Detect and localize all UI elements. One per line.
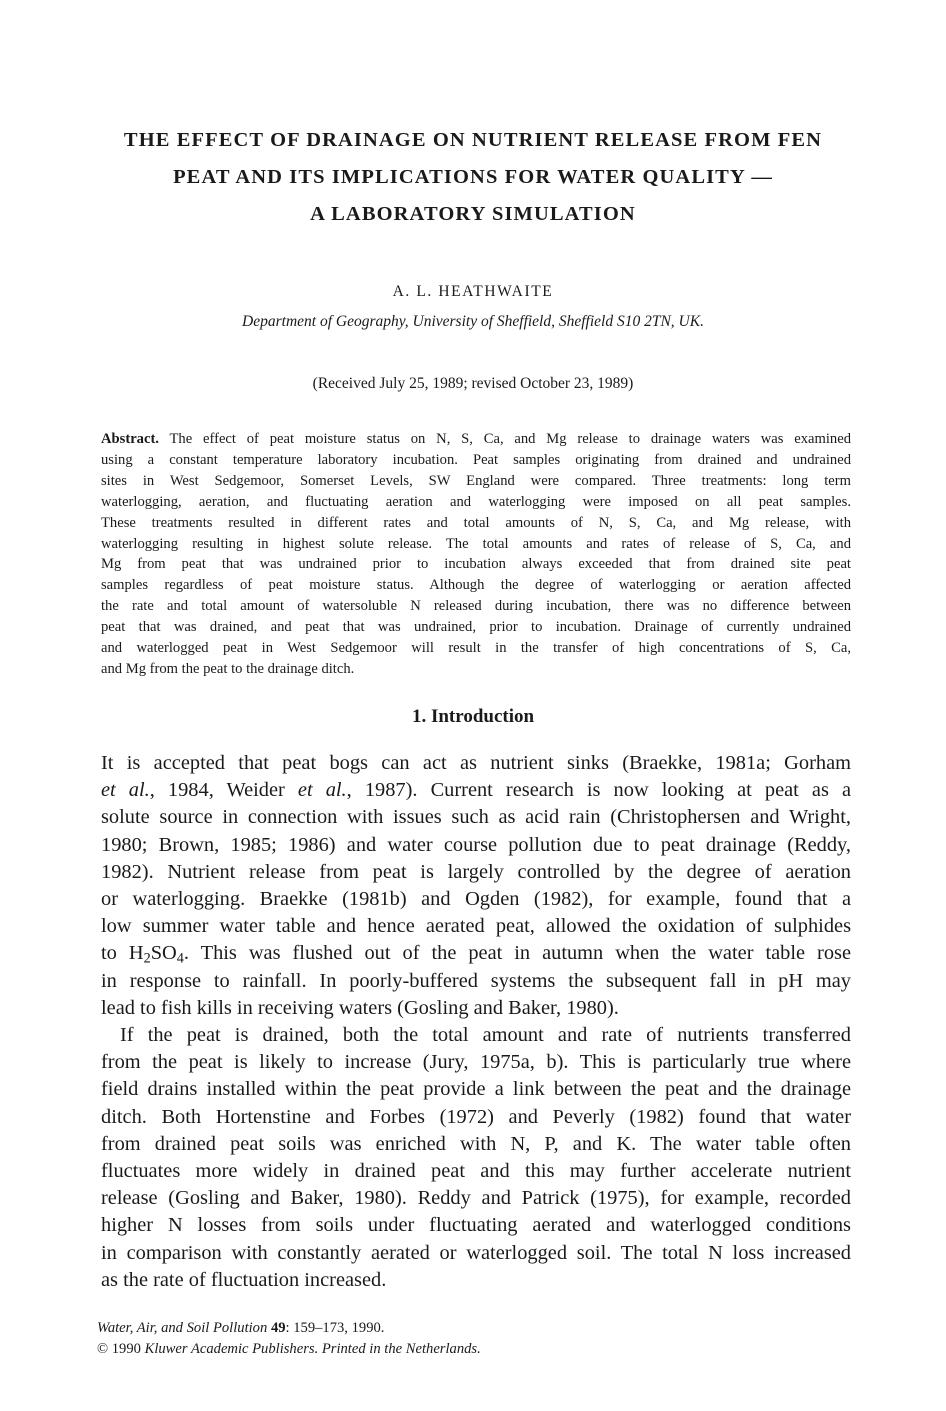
- body-line: lead to fish kills in receiving waters (Gosling and Baker, 1980).: [101, 996, 619, 1019]
- abstract-line: samples regardless of peat moisture status. Although the degree of waterlogging or aeration affected: [101, 577, 851, 594]
- body-line: as the rate of fluctuation increased.: [101, 1268, 387, 1291]
- abstract-line: the rate and total amount of watersoluble N released during incubation, there was no difference between: [101, 598, 851, 615]
- author-affiliation: Department of Geography, University of Sheffield, Sheffield S10 2TN, UK.: [242, 313, 704, 330]
- abstract-line: Mg from peat that was undrained prior to incubation always exceeded that from drained site peat: [101, 556, 851, 573]
- body-line: fluctuates more widely in drained peat and this may further accelerate nutrient: [101, 1160, 851, 1183]
- abstract-line: sites in West Sedgemoor, Somerset Levels, SW England were compared. Three treatments: long term: [101, 472, 851, 489]
- body-line: higher N losses from soils under fluctuating aerated and waterlogged conditions: [101, 1214, 851, 1237]
- body-line: ditch. Both Hortenstine and Forbes (1972) and Peverly (1982) found that water: [101, 1105, 851, 1128]
- body-line: field drains installed within the peat provide a link between the peat and the drainage: [101, 1078, 851, 1101]
- body-line: from the peat is likely to increase (Jury, 1975a, b). This is particularly true where: [101, 1051, 851, 1074]
- publisher: Kluwer Academic Publishers. Printed in the Netherlands.: [144, 1341, 481, 1357]
- body-line: to $H_2SO_4$. This was flushed out of the peat in autumn when the water table rose: [101, 942, 852, 967]
- abstract-line: peat that was drained, and peat that was undrained, prior to incubation. Drainage of currently undrained: [101, 619, 851, 636]
- received-dates: (Received July 25, 1989; revised October 23, 1989): [312, 375, 634, 392]
- introduction-body: [101, 750, 851, 1294]
- paper-title: [80, 122, 866, 233]
- copyright-year: © 1990: [97, 1341, 141, 1357]
- abstract: [101, 429, 851, 680]
- journal-pages: : 159–173, 1990.: [285, 1320, 385, 1336]
- body-line: solute source in connection with issues such as acid rain (Christophersen and Wright,: [101, 806, 851, 829]
- body-line: release (Gosling and Baker, 1980). Reddy and Patrick (1975), for example, recorded: [101, 1187, 851, 1210]
- title-line-2: PEAT AND ITS IMPLICATIONS FOR WATER QUALITY —: [173, 166, 773, 188]
- abstract-line: and Mg from the peat to the drainage ditch.: [101, 660, 355, 677]
- body-line: 1980; Brown, 1985; 1986) and water course pollution due to peat drainage (Reddy,: [101, 833, 851, 856]
- abstract-line: using a constant temperature laboratory incubation. Peat samples originating from drained and undrained: [101, 451, 851, 468]
- publication-footer: [97, 1318, 481, 1360]
- abstract-line: and waterlogged peat in West Sedgemoor will result in the transfer of high concentrations of S, Ca,: [101, 640, 851, 657]
- journal-name: Water, Air, and Soil Pollution: [97, 1320, 268, 1336]
- author-name: A. L. HEATHWAITE: [392, 283, 554, 300]
- body-line: et al., 1984, Weider et al., 1987). Current research is now looking at peat as a: [101, 779, 852, 802]
- abstract-line: waterlogging resulting in highest solute release. The total amounts and rates of release of S, Ca, and: [101, 535, 851, 552]
- section-heading-introduction: 1. Introduction: [411, 706, 535, 727]
- body-line: low summer water table and hence aerated peat, allowed the oxidation of sulphides: [101, 915, 851, 938]
- body-line: in comparison with constantly aerated or waterlogged soil. The total N loss increased: [101, 1241, 851, 1264]
- abstract-line: waterlogging, aeration, and fluctuating aeration and waterlogging were imposed on all peat samples.: [101, 493, 851, 510]
- body-line: in response to rainfall. In poorly-buffered systems the subsequent fall in pH may: [101, 969, 851, 992]
- body-line: 1982). Nutrient release from peat is largely controlled by the degree of aeration: [101, 860, 851, 883]
- body-line: It is accepted that peat bogs can act as nutrient sinks (Braekke, 1981a; Gorham: [101, 752, 851, 774]
- citation-line: [97, 1318, 481, 1339]
- copyright-line: [97, 1339, 481, 1360]
- body-line: or waterlogging. Braekke (1981b) and Ogden (1982), for example, found that a: [101, 888, 851, 911]
- abstract-line: Abstract. The effect of peat moisture status on N, S, Ca, and Mg release to drainage waters was examined: [101, 431, 851, 447]
- body-line: from drained peat soils was enriched with N, P, and K. The water table often: [101, 1132, 851, 1155]
- abstract-line: These treatments resulted in different rates and total amounts of N, S, Ca, and Mg release, with: [101, 514, 851, 531]
- abstract-label: Abstract.: [101, 431, 159, 447]
- title-line-3: A LABORATORY SIMULATION: [310, 203, 636, 225]
- title-line-1: THE EFFECT OF DRAINAGE ON NUTRIENT RELEASE FROM FEN: [123, 129, 823, 151]
- journal-volume: 49: [270, 1320, 286, 1336]
- body-line: If the peat is drained, both the total amount and rate of nutrients transferred: [120, 1024, 851, 1047]
